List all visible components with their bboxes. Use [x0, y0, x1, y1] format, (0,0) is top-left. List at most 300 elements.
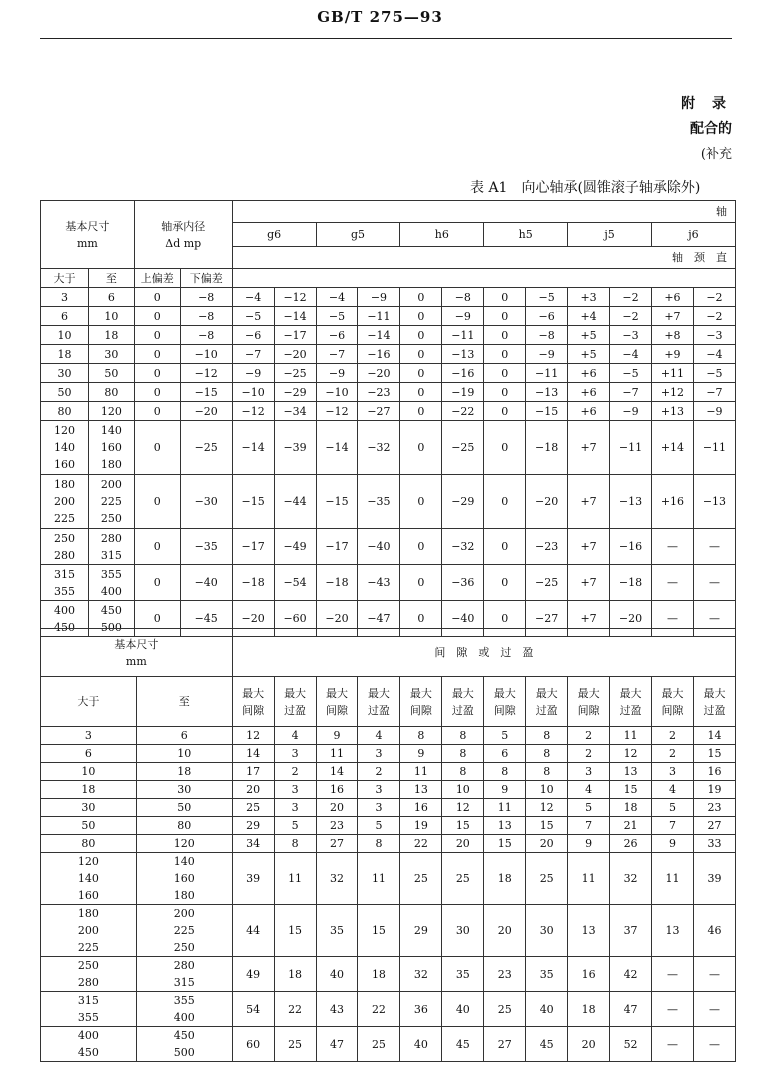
deviation-cell: −13	[526, 383, 568, 402]
size-over-cell: 6	[41, 745, 137, 763]
size-over-cell: 30	[41, 364, 89, 383]
clearance-cell: 3	[358, 781, 400, 799]
size-over-cell: 120 140 160	[41, 853, 137, 905]
deviation-cell: −5	[526, 288, 568, 307]
deviation-cell: +8	[651, 326, 693, 345]
max-interference-header: 最大 过盈	[358, 677, 400, 727]
over-header-bottom: 大于	[41, 677, 137, 727]
deviation-cell: −17	[316, 529, 358, 565]
deviation-cell: −25	[442, 421, 484, 475]
deviation-cell: −16	[358, 345, 400, 364]
deviation-cell: −8	[442, 288, 484, 307]
table-row	[41, 992, 736, 1027]
deviation-cell: −5	[316, 307, 358, 326]
deviation-cell: −40	[442, 601, 484, 637]
deviation-cell: −47	[358, 601, 400, 637]
max-clearance-header: 最大 间隙	[316, 677, 358, 727]
upper-dev-cell: 0	[134, 307, 180, 326]
fit-j6: j6	[651, 223, 735, 247]
deviation-cell: +7	[568, 565, 610, 601]
clearance-cell: 44	[232, 905, 274, 957]
deviation-cell: −25	[274, 364, 316, 383]
clearance-cell: 4	[274, 727, 316, 745]
size-over-cell: 400 450	[41, 601, 89, 637]
clearance-cell: 12	[232, 727, 274, 745]
clearance-cell: 2	[274, 763, 316, 781]
clearance-cell: 3	[274, 781, 316, 799]
clearance-cell: 8	[274, 835, 316, 853]
clearance-cell: 15	[610, 781, 652, 799]
deviation-cell: —	[693, 601, 735, 637]
deviation-cell: −9	[526, 345, 568, 364]
to-header: 至	[88, 269, 134, 288]
deviation-cell: −11	[526, 364, 568, 383]
fit-g5: g5	[316, 223, 400, 247]
clearance-cell: 30	[442, 905, 484, 957]
table-row	[41, 326, 736, 345]
clearance-cell: 37	[610, 905, 652, 957]
size-over-cell: 18	[41, 345, 89, 364]
max-clearance-header: 最大 间隙	[400, 677, 442, 727]
clearance-cell: 47	[610, 992, 652, 1027]
size-to-cell: 280 315	[88, 529, 134, 565]
clearance-cell: 2	[652, 727, 694, 745]
deviation-cell: 0	[484, 383, 526, 402]
clearance-cell: 18	[274, 957, 316, 992]
clearance-cell: 19	[400, 817, 442, 835]
clearance-cell: 2	[568, 727, 610, 745]
deviation-cell: −14	[358, 326, 400, 345]
clearance-cell: 25	[526, 853, 568, 905]
clearance-cell: 34	[232, 835, 274, 853]
deviation-cell: −29	[274, 383, 316, 402]
table-row	[41, 853, 736, 905]
clearance-cell: 9	[568, 835, 610, 853]
clearance-cell: 15	[693, 745, 735, 763]
clearance-cell: 27	[316, 835, 358, 853]
deviation-cell: −15	[232, 475, 274, 529]
size-to-cell: 10	[136, 745, 232, 763]
deviation-cell: −39	[274, 421, 316, 475]
deviation-cell: −22	[442, 402, 484, 421]
deviation-cell: 0	[484, 326, 526, 345]
clearance-cell: 9	[484, 781, 526, 799]
size-over-cell: 10	[41, 326, 89, 345]
clearance-cell: 8	[400, 727, 442, 745]
clearance-cell: 45	[442, 1027, 484, 1062]
clearance-cell: 29	[232, 817, 274, 835]
upper-dev-cell: 0	[134, 364, 180, 383]
clearance-cell: 2	[652, 745, 694, 763]
clearance-cell: 8	[442, 745, 484, 763]
size-to-cell: 450 500	[136, 1027, 232, 1062]
clearance-cell: 3	[274, 745, 316, 763]
size-to-cell: 6	[136, 727, 232, 745]
max-clearance-header: 最大 间隙	[568, 677, 610, 727]
clearance-cell: 3	[568, 763, 610, 781]
deviation-cell: —	[693, 529, 735, 565]
clearance-cell: 21	[610, 817, 652, 835]
clearance-cell: 8	[442, 727, 484, 745]
clearance-cell: —	[652, 992, 694, 1027]
deviation-cell: −5	[232, 307, 274, 326]
clearance-cell: 32	[400, 957, 442, 992]
fit-g6: g6	[232, 223, 316, 247]
table-row	[41, 1027, 736, 1062]
deviation-cell: −10	[316, 383, 358, 402]
clearance-cell: 11	[484, 799, 526, 817]
clearance-cell: 13	[652, 905, 694, 957]
upper-dev-cell: 0	[134, 421, 180, 475]
size-over-cell: 3	[41, 288, 89, 307]
deviation-cell: −11	[693, 421, 735, 475]
clearance-cell: 46	[693, 905, 735, 957]
size-over-cell: 50	[41, 383, 89, 402]
lower-dev-cell: −8	[180, 307, 232, 326]
size-over-cell: 400 450	[41, 1027, 137, 1062]
clearance-cell: 15	[484, 835, 526, 853]
clearance-cell: 8	[526, 727, 568, 745]
deviation-cell: 0	[400, 402, 442, 421]
clearance-cell: 8	[526, 745, 568, 763]
max-interference-header: 最大 过盈	[693, 677, 735, 727]
clearance-cell: —	[652, 1027, 694, 1062]
deviation-table	[40, 200, 736, 637]
deviation-cell: −44	[274, 475, 316, 529]
deviation-cell: −7	[316, 345, 358, 364]
upper-dev-cell: 0	[134, 345, 180, 364]
clearance-cell: 4	[652, 781, 694, 799]
deviation-cell: +7	[568, 601, 610, 637]
size-over-cell: 10	[41, 763, 137, 781]
deviation-cell: −11	[442, 326, 484, 345]
deviation-cell: −12	[232, 402, 274, 421]
clearance-cell: 10	[442, 781, 484, 799]
table-row	[41, 529, 736, 565]
table-row	[41, 781, 736, 799]
lower-dev-cell: −25	[180, 421, 232, 475]
clearance-cell: 33	[693, 835, 735, 853]
fit-j5: j5	[568, 223, 652, 247]
deviation-cell: −43	[358, 565, 400, 601]
deviation-cell: −9	[693, 402, 735, 421]
deviation-cell: −17	[274, 326, 316, 345]
table-row	[41, 421, 736, 475]
clearance-cell: 39	[693, 853, 735, 905]
deviation-cell: +3	[568, 288, 610, 307]
clearance-cell: 25	[274, 1027, 316, 1062]
max-interference-header: 最大 过盈	[442, 677, 484, 727]
table-row	[41, 475, 736, 529]
upper-dev-cell: 0	[134, 383, 180, 402]
deviation-cell: +6	[568, 364, 610, 383]
upper-dev-cell: 0	[134, 601, 180, 637]
deviation-cell: +9	[651, 345, 693, 364]
lower-dev-cell: −40	[180, 565, 232, 601]
deviation-cell: 0	[400, 345, 442, 364]
clearance-cell: 13	[610, 763, 652, 781]
basic-size-header-bottom: 基本尺寸 mm	[41, 629, 233, 677]
size-to-cell: 80	[88, 383, 134, 402]
clearance-cell: 29	[400, 905, 442, 957]
clearance-cell: 20	[232, 781, 274, 799]
upper-dev-cell: 0	[134, 565, 180, 601]
clearance-cell: —	[652, 957, 694, 992]
deviation-cell: −2	[610, 288, 652, 307]
size-to-cell: 120	[136, 835, 232, 853]
max-interference-header: 最大 过盈	[526, 677, 568, 727]
clearance-cell: 19	[693, 781, 735, 799]
over-header: 大于	[41, 269, 89, 288]
deviation-cell: 0	[400, 288, 442, 307]
deviation-cell: −5	[693, 364, 735, 383]
table-row	[41, 307, 736, 326]
clearance-cell: 11	[358, 853, 400, 905]
clearance-cell: 20	[442, 835, 484, 853]
clearance-cell: 20	[568, 1027, 610, 1062]
deviation-cell: −5	[610, 364, 652, 383]
lower-dev-cell: −45	[180, 601, 232, 637]
clearance-cell: 20	[484, 905, 526, 957]
deviation-cell: −49	[274, 529, 316, 565]
clearance-cell: 22	[274, 992, 316, 1027]
lower-dev-cell: −8	[180, 288, 232, 307]
table-row	[41, 905, 736, 957]
clearance-cell: 35	[316, 905, 358, 957]
lower-dev-cell: −8	[180, 326, 232, 345]
clearance-cell: 36	[400, 992, 442, 1027]
clearance-cell: 15	[358, 905, 400, 957]
size-to-cell: 120	[88, 402, 134, 421]
deviation-cell: −8	[526, 326, 568, 345]
clearance-cell: 5	[484, 727, 526, 745]
deviation-cell: 0	[400, 529, 442, 565]
deviation-cell: −18	[316, 565, 358, 601]
max-clearance-header: 最大 间隙	[484, 677, 526, 727]
clearance-cell: 25	[232, 799, 274, 817]
deviation-cell: 0	[484, 421, 526, 475]
deviation-cell: —	[651, 565, 693, 601]
clearance-cell: 35	[526, 957, 568, 992]
clearance-cell: 12	[526, 799, 568, 817]
table-row	[41, 763, 736, 781]
clearance-cell: 5	[358, 817, 400, 835]
clearance-cell: 13	[484, 817, 526, 835]
max-clearance-header: 最大 间隙	[232, 677, 274, 727]
table-row	[41, 383, 736, 402]
deviation-cell: −7	[610, 383, 652, 402]
deviation-cell: +7	[568, 529, 610, 565]
deviation-cell: −9	[358, 288, 400, 307]
deviation-cell: −15	[316, 475, 358, 529]
to-header-bottom: 至	[136, 677, 232, 727]
clearance-cell: 3	[274, 799, 316, 817]
size-to-cell: 50	[88, 364, 134, 383]
deviation-cell: −11	[610, 421, 652, 475]
deviation-cell: −9	[232, 364, 274, 383]
clearance-cell: 8	[484, 763, 526, 781]
size-to-cell: 355 400	[136, 992, 232, 1027]
appendix-note: (补充	[700, 147, 732, 162]
deviation-cell: −7	[232, 345, 274, 364]
max-interference-header: 最大 过盈	[610, 677, 652, 727]
size-to-cell: 140 160 180	[88, 421, 134, 475]
upper-dev-cell: 0	[134, 529, 180, 565]
deviation-cell: −18	[610, 565, 652, 601]
deviation-cell: +5	[568, 326, 610, 345]
size-over-cell: 180 200 225	[41, 905, 137, 957]
size-to-cell: 450 500	[88, 601, 134, 637]
clearance-cell: 42	[610, 957, 652, 992]
deviation-cell: 0	[400, 326, 442, 345]
clearance-cell: 9	[316, 727, 358, 745]
lower-dev-cell: −20	[180, 402, 232, 421]
clearance-cell: 23	[693, 799, 735, 817]
deviation-cell: 0	[484, 475, 526, 529]
deviation-cell: −11	[358, 307, 400, 326]
clearance-cell: 40	[316, 957, 358, 992]
deviation-cell: −32	[358, 421, 400, 475]
deviation-cell: +14	[651, 421, 693, 475]
clearance-cell: 14	[316, 763, 358, 781]
clearance-cell: 9	[400, 745, 442, 763]
size-over-cell: 250 280	[41, 957, 137, 992]
deviation-cell: −40	[358, 529, 400, 565]
deviation-cell: −12	[274, 288, 316, 307]
table-caption: 表 A1 向心轴承(圆锥滚子轴承除外)	[470, 180, 701, 196]
clearance-cell: 11	[610, 727, 652, 745]
appendix-title: 附 录	[681, 96, 732, 112]
clearance-cell: 39	[232, 853, 274, 905]
lower-dev-cell: −12	[180, 364, 232, 383]
deviation-cell: +4	[568, 307, 610, 326]
clearance-cell: 54	[232, 992, 274, 1027]
upper-dev-cell: 0	[134, 475, 180, 529]
clearance-cell: 26	[610, 835, 652, 853]
deviation-cell: −18	[232, 565, 274, 601]
clearance-cell: 18	[484, 853, 526, 905]
clearance-cell: 3	[358, 745, 400, 763]
deviation-cell: 0	[484, 345, 526, 364]
clearance-cell: 43	[316, 992, 358, 1027]
deviation-cell: +7	[568, 421, 610, 475]
max-clearance-header: 最大 间隙	[652, 677, 694, 727]
clearance-cell: 8	[358, 835, 400, 853]
deviation-cell: −23	[526, 529, 568, 565]
basic-size-header: 基本尺寸 mm	[41, 201, 135, 269]
clearance-cell: 3	[652, 763, 694, 781]
deviation-cell: −13	[610, 475, 652, 529]
clearance-cell: 23	[316, 817, 358, 835]
deviation-cell: −3	[693, 326, 735, 345]
clearance-cell: 15	[526, 817, 568, 835]
deviation-cell: −4	[693, 345, 735, 364]
clearance-cell: —	[693, 957, 735, 992]
deviation-cell: −29	[442, 475, 484, 529]
clearance-cell: 32	[610, 853, 652, 905]
deviation-cell: −20	[526, 475, 568, 529]
deviation-cell: +7	[651, 307, 693, 326]
clearance-cell: 9	[652, 835, 694, 853]
lower-dev-header: 下偏差	[180, 269, 232, 288]
clearance-cell: 25	[400, 853, 442, 905]
clearance-cell: 11	[274, 853, 316, 905]
deviation-cell: −3	[610, 326, 652, 345]
clearance-cell: 40	[400, 1027, 442, 1062]
deviation-cell: −4	[232, 288, 274, 307]
clearance-cell: —	[693, 1027, 735, 1062]
clearance-cell: 40	[442, 992, 484, 1027]
clearance-cell: 22	[358, 992, 400, 1027]
lower-dev-cell: −35	[180, 529, 232, 565]
clearance-cell: 32	[316, 853, 358, 905]
deviation-cell: —	[651, 601, 693, 637]
deviation-cell: −14	[232, 421, 274, 475]
appendix-subtitle: 配合的	[690, 121, 732, 137]
deviation-cell: −6	[316, 326, 358, 345]
deviation-cell: −2	[693, 288, 735, 307]
deviation-cell: −54	[274, 565, 316, 601]
clearance-cell: 11	[568, 853, 610, 905]
clearance-cell: 10	[526, 781, 568, 799]
size-over-cell: 120 140 160	[41, 421, 89, 475]
shaft-dia-header: 轴 颈 直	[232, 247, 735, 269]
deviation-cell: 0	[484, 288, 526, 307]
clearance-cell: 13	[400, 781, 442, 799]
deviation-cell: −34	[274, 402, 316, 421]
deviation-cell: −20	[232, 601, 274, 637]
clearance-cell: 3	[358, 799, 400, 817]
clearance-cell: 12	[442, 799, 484, 817]
size-to-cell: 200 225 250	[136, 905, 232, 957]
deviation-cell: 0	[400, 383, 442, 402]
clearance-cell: 14	[693, 727, 735, 745]
max-interference-header: 最大 过盈	[274, 677, 316, 727]
size-to-cell: 10	[88, 307, 134, 326]
deviation-cell: 0	[400, 307, 442, 326]
page-header: GB/T 275—93	[317, 8, 443, 26]
deviation-cell: 0	[484, 565, 526, 601]
upper-dev-cell: 0	[134, 288, 180, 307]
deviation-cell: −6	[526, 307, 568, 326]
clearance-cell: 2	[568, 745, 610, 763]
table-row	[41, 345, 736, 364]
size-to-cell: 200 225 250	[88, 475, 134, 529]
clearance-cell: 20	[526, 835, 568, 853]
deviation-cell: 0	[484, 364, 526, 383]
clearance-cell: 11	[400, 763, 442, 781]
clearance-cell: 15	[274, 905, 316, 957]
fit-h5: h5	[484, 223, 568, 247]
clearance-header: 间 隙 或 过 盈	[232, 629, 735, 677]
size-to-cell: 280 315	[136, 957, 232, 992]
clearance-cell: 8	[526, 763, 568, 781]
lower-dev-cell: −10	[180, 345, 232, 364]
size-to-cell: 6	[88, 288, 134, 307]
deviation-cell: −35	[358, 475, 400, 529]
deviation-cell: 0	[400, 475, 442, 529]
deviation-cell: −2	[610, 307, 652, 326]
upper-dev-header: 上偏差	[134, 269, 180, 288]
clearance-cell: 13	[568, 905, 610, 957]
deviation-cell: 0	[400, 421, 442, 475]
clearance-cell: 25	[484, 992, 526, 1027]
clearance-table	[40, 628, 736, 1062]
size-over-cell: 315 355	[41, 565, 89, 601]
deviation-cell: −60	[274, 601, 316, 637]
deviation-cell: −12	[316, 402, 358, 421]
deviation-cell: −9	[442, 307, 484, 326]
